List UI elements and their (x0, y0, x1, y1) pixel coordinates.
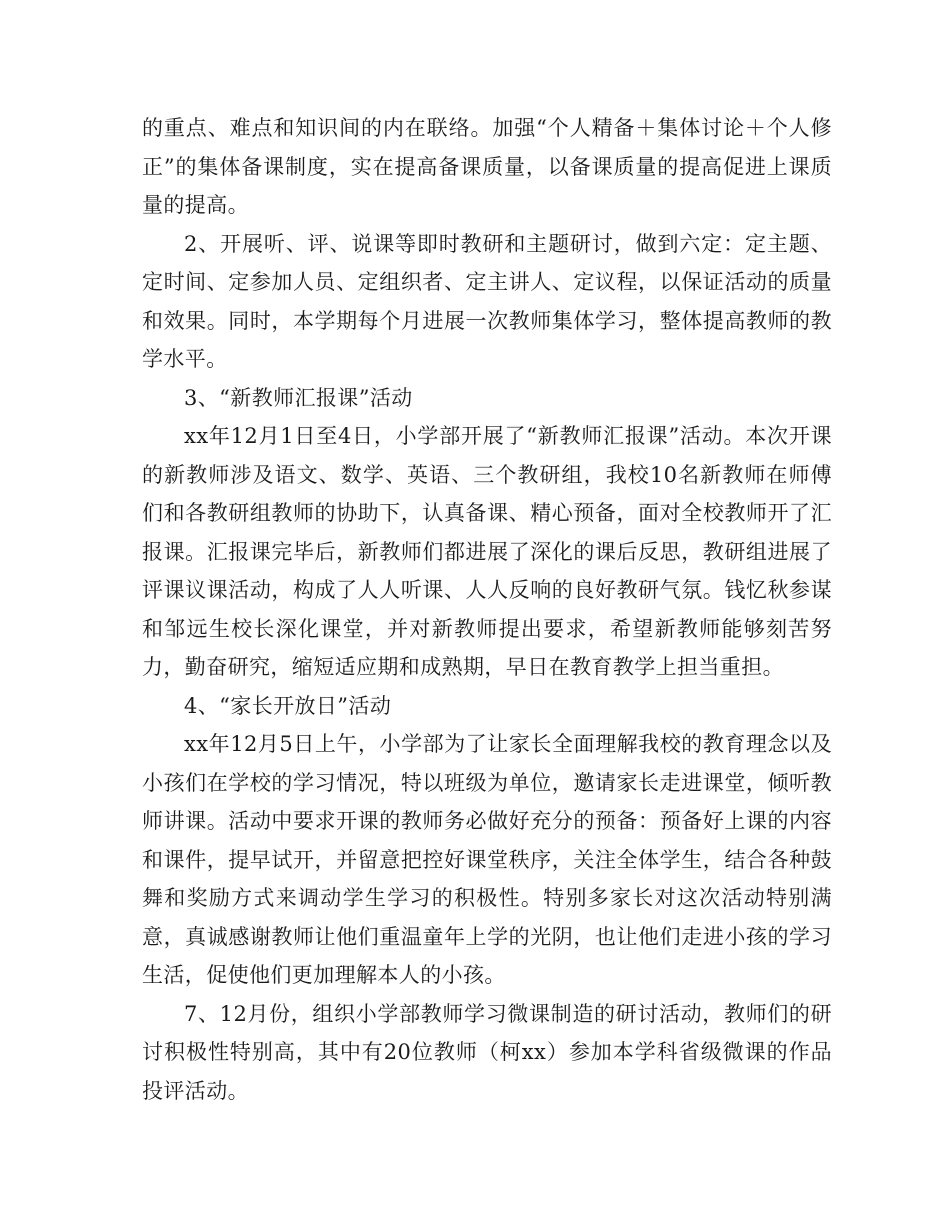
document-page (142, 109, 832, 1110)
paragraph-parent-open-day: xx年12月5日上午，小学部为了让家长全面理解我校的教育理念以及小孩们在学校的学习情况，特以班级为单位，邀请家长走进课堂，倾听教师讲课。活动中要求开课的教师务必做好充分的预备：预备好上课的内容和课件，提早试开，并留意把控好课堂秩序，关注全体学生，结合各种鼓舞和奖励方式来调动学生学习的积极性。特别多家长对这次活动特别满意，真诚感谢教师让他们重温童年上学的光阴，也让他们走进小孩的学习生活，促使他们更加理解本人的小孩。 (142, 732, 832, 987)
paragraph-continuation: 的重点、难点和知识间的内在联络。加强“个人精备＋集体讨论＋个人修正”的集体备课制度，实在提高备课质量，以备课质量的提高促进上课质量的提高。 (142, 116, 832, 217)
section-heading-parent-open-day: 4、“家长开放日”活动 (184, 693, 392, 718)
paragraph-item-2: 2、开展听、评、说课等即时教研和主题研讨，做到六定：定主题、定时间、定参加人员、定组织者、定主讲人、定议程，以保证活动的质量和效果。同时，本学期每个月进展一次教师集体学习，整体提高教师的教学水平。 (142, 231, 832, 371)
paragraph-item-7: 7、12月份，组织小学部教师学习微课制造的研讨活动，教师们的研讨积极性特别高，其中有20位教师（柯xx）参加本学科省级微课的作品投评活动。 (142, 1001, 832, 1103)
section-heading-new-teacher-report: 3、“新教师汇报课”活动 (184, 385, 413, 410)
paragraph-new-teacher-report: xx年12月1日至4日，小学部开展了“新教师汇报课”活动。本次开课的新教师涉及语文、数学、英语、三个教研组，我校10名新教师在师傅们和各教研组教师的协助下，认真备课、精心预备，面对全校教师开了汇报课。汇报课完毕后，新教师们都进展了深化的课后反思，教研组进展了评课议课活动，构成了人人听课、人人反响的良好教研气氛。钱忆秋参谋和邹远生校长深化课堂，并对新教师提出要求，希望新教师能够刻苦努力，勤奋研究，缩短适应期和成熟期，早日在教育教学上担当重担。 (142, 424, 832, 679)
